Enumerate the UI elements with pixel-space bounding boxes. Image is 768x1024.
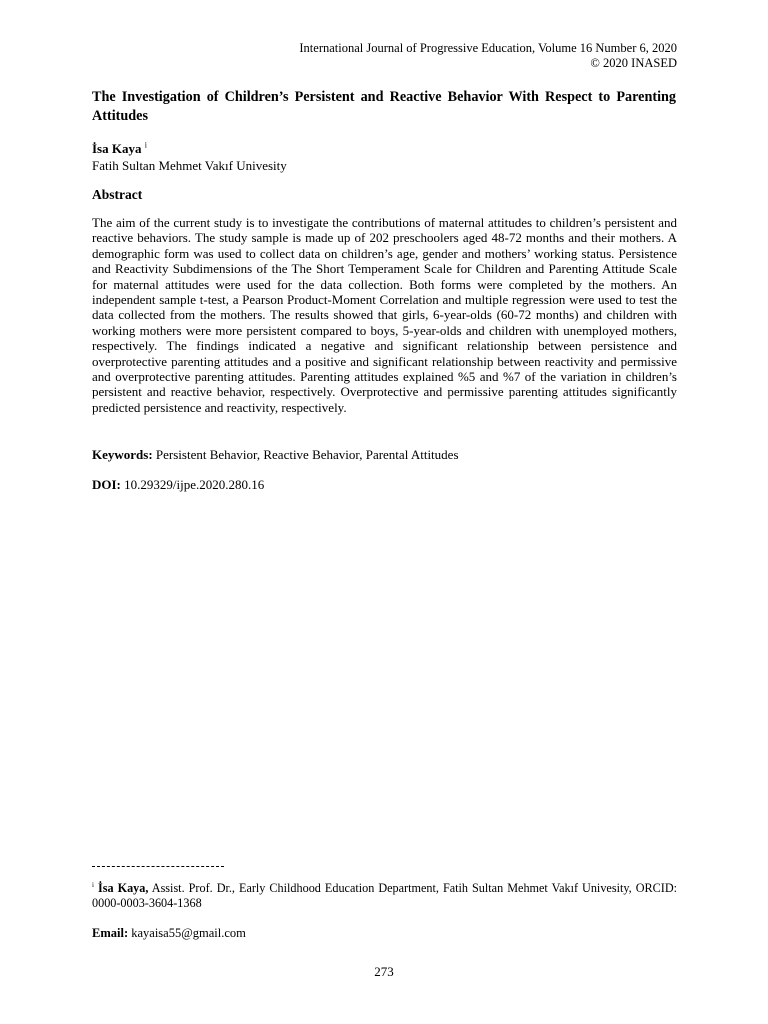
doi-label: DOI: [92,477,121,492]
page-number: 273 [374,964,394,979]
author-name: İsa Kaya [92,141,142,156]
author-affiliation: Fatih Sultan Mehmet Vakıf Univesity [92,158,287,173]
doi-value[interactable]: 10.29329/ijpe.2020.280.16 [124,477,265,492]
journal-citation: International Journal of Progressive Education, Volume 16 Number 6, 2020 [299,41,677,55]
author-block [92,140,287,174]
footnote-separator [92,866,224,867]
author-footnote [92,881,677,911]
footnote-marker: i [92,880,94,889]
email-label: Email: [92,926,129,940]
keywords-value: Persistent Behavior, Reactive Behavior, Parental Attitudes [155,447,459,462]
keywords-label: Keywords: [92,447,153,462]
author-footnote-marker: i [144,140,147,150]
author-line [92,140,287,157]
doi-line [92,477,264,493]
copyright-notice: © 2020 INASED [590,56,677,70]
email-line [92,926,246,941]
footnote-text: Assist. Prof. Dr., Early Childhood Education Department, Fatih Sultan Mehmet Vakıf Univesity, ORCID: 0000-0003-3604-1368 [92,881,678,910]
abstract-heading: Abstract [92,187,143,202]
article-title: The Investigation of Children’s Persistent and Reactive Behavior With Respect to Parenting Attitudes [92,89,676,124]
keywords-line [92,447,459,463]
email-address[interactable]: kayaisa55@gmail.com [131,926,246,940]
running-header [299,41,677,71]
footnote-author-name: İsa Kaya, [97,881,149,895]
abstract-body: The aim of the current study is to investigate the contributions of maternal attitudes to children’s persistent and reactive behaviors. The study sample is made up of 202 preschoolers aged 48-72 months and their mothers. A demographic form was used to collect data on children’s age, gender and mothers’ working status. Persistence and Reactivity Subdimensions of the The Short Temperament Scale for Children and Parenting Attitude Scale for maternal attitudes were used for the data collection. Both forms were completed by the mothers. An independent sample t-test, a Pearson Product-Moment Correlation and multiple regression were used to test the data collected from the mothers. The results showed that girls, 6-year-olds (60-72 months) and children with working mothers were more persistent compared to boys, 5-year-olds and children with unemployed mothers, respectively. The findings indicated a negative and significant relationship between persistence and overprotective parenting attitudes and a positive and significant relationship between reactivity and permissive and overprotective parenting attitudes. Parenting attitudes explained %5 and %7 of the variation in children’s persistent and reactive behavior, respectively. Overprotective and permissive parenting attitudes significantly predicted persistence and reactivity, respectively. [92,215,677,415]
